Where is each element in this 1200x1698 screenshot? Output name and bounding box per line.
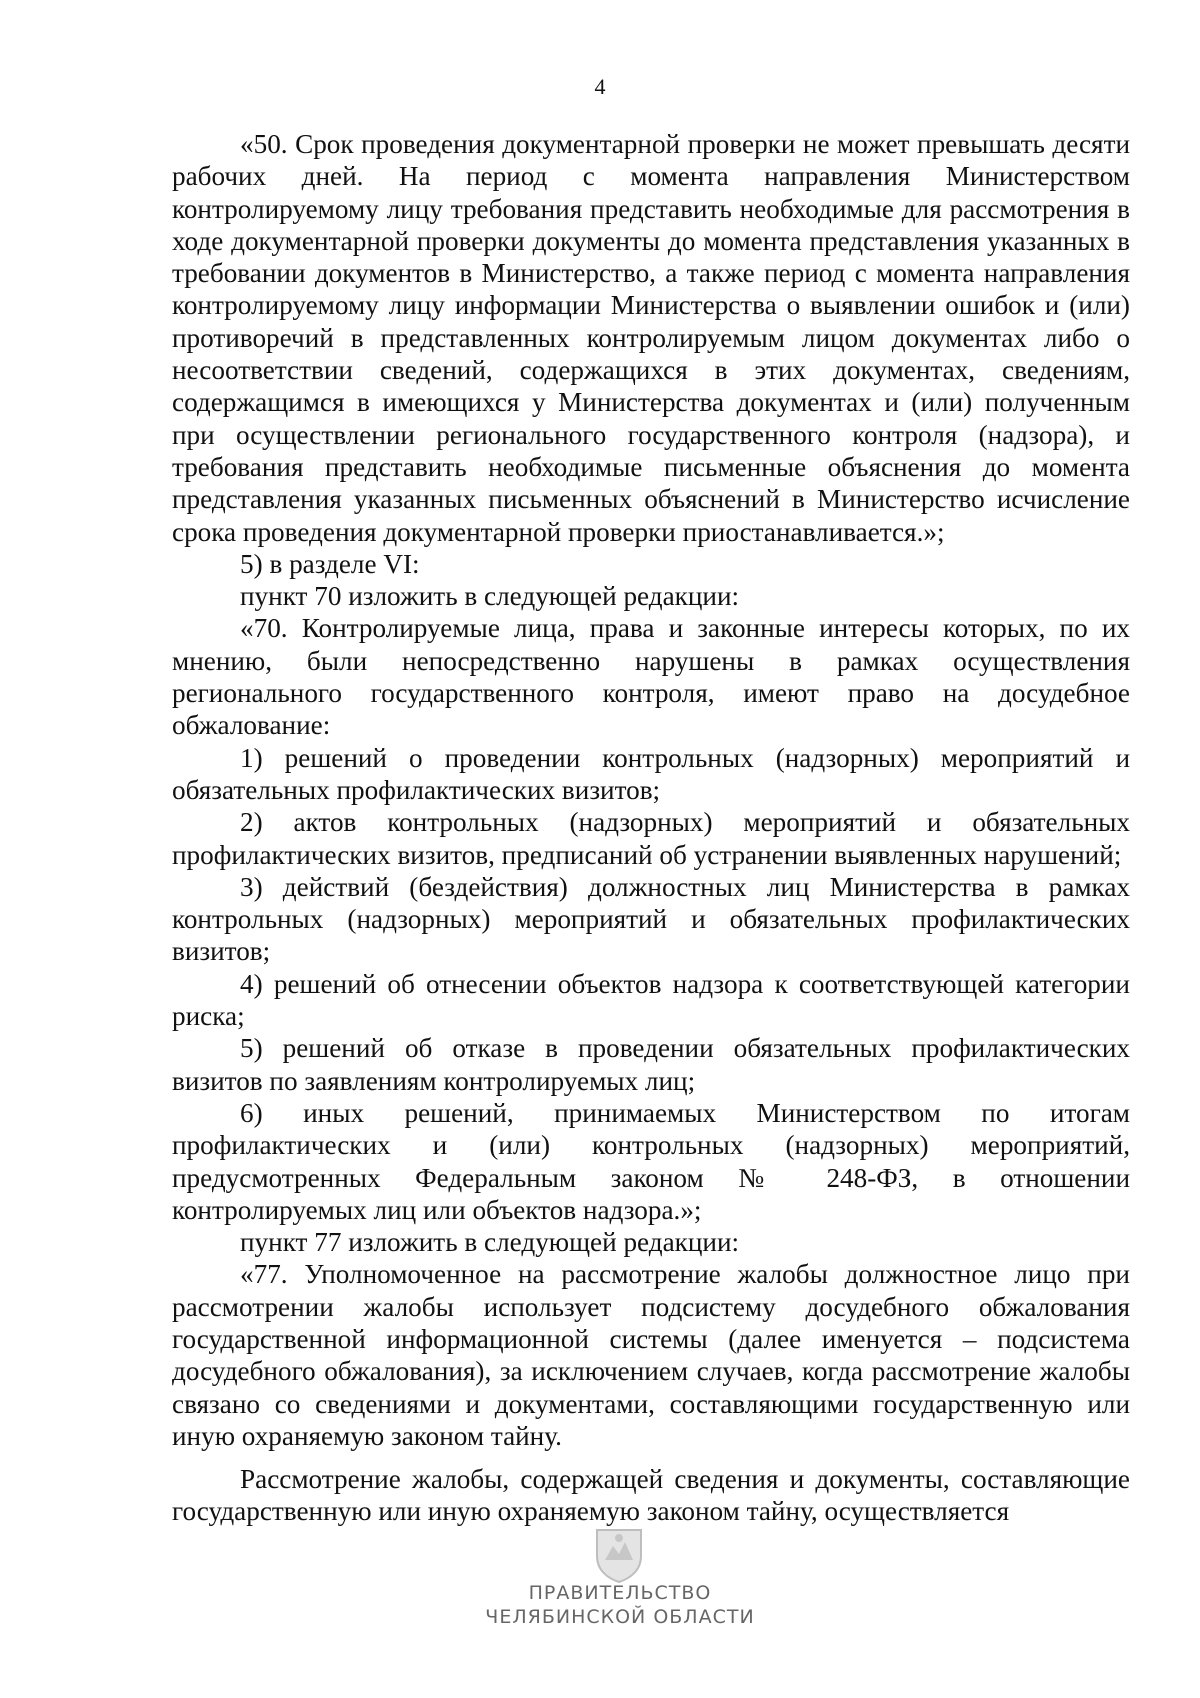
coat-of-arms-icon xyxy=(593,1526,645,1584)
paragraph-item-70: «70. Контролируемые лица, права и законные интересы которых, по их мнению, были непосредственно нарушены в рамках осуществления регионального государственного контроля, имеют право на досудебное обжалование: xyxy=(172,613,1130,741)
paragraph-section-vi: 5) в разделе VI: xyxy=(240,548,420,579)
list-item-6: 6) иных решений, принимаемых Министерством по итогам профилактических и (или) контрольных (надзорных) мероприятий, предусмотренных Федеральным законом № 248-ФЗ, в отношении контролируемых лиц или объектов надзора.»; xyxy=(172,1097,1130,1225)
list-item-3: 3) действий (бездействия) должностных лиц Министерства в рамках контрольных (надзорных) мероприятий и обязательных профилактических визитов; xyxy=(172,871,1130,967)
government-stamp xyxy=(470,1526,770,1666)
list-item-1: 1) решений о проведении контрольных (надзорных) мероприятий и обязательных профилактических визитов; xyxy=(172,742,1130,805)
document-body xyxy=(172,128,1130,1528)
list-item-4: 4) решений об отнесении объектов надзора к соответствующей категории риска; xyxy=(172,968,1130,1032)
page-number: 4 xyxy=(594,74,606,99)
stamp-line-region: ЧЕЛЯБИНСКОЙ ОБЛАСТИ xyxy=(485,1606,755,1628)
paragraph-item-50: «50. Срок проведения документарной проверки не может превышать десяти рабочих дней. На период с момента направления Министерством контролируемому лицу требования представить необходимые для рассмотрения в ходе документарной проверки документы до момента представления указанных в требовании документов в Министерство, а также период с момента направления контролируемому лицу информации Министерства о выявлении ошибок и (или) противоречий в представленных контролируемым лицом документах либо о несоответствии сведений, содержащихся в этих документах, сведениям, содержащимся в имеющихся у Министерства документах и (или) полученным при осуществлении регионального государственного контроля (надзора), и требования представить необходимые письменные объяснения до момента представления указанных письменных объяснений в Министерство исчисление срока проведения документарной проверки приостанавливается.»; xyxy=(172,129,1130,547)
paragraph-point-70-intro: пункт 70 изложить в следующей редакции: xyxy=(240,581,740,612)
list-item-2: 2) актов контрольных (надзорных) мероприятий и обязательных профилактических визитов, предписаний об устранении выявленных нарушений; xyxy=(172,807,1130,870)
paragraph-point-77-intro: пункт 77 изложить в следующей редакции: xyxy=(240,1227,740,1258)
list-item-5: 5) решений об отказе в проведении обязательных профилактических визитов по заявлениям контролируемых лиц; xyxy=(172,1033,1130,1096)
paragraph-complaint-secret: Рассмотрение жалобы, содержащей сведения и документы, составляющие государственную или иную охраняемую законом тайну, осуществляется xyxy=(172,1464,1130,1527)
stamp-line-government: ПРАВИТЕЛЬСТВО xyxy=(528,1582,712,1604)
paragraph-item-77: «77. Уполномоченное на рассмотрение жалобы должностное лицо при рассмотрении жалобы использует подсистему досудебного обжалования государственной информационной системы (далее именуется – подсистема досудебного обжалования), за исключением случаев, когда рассмотрение жалобы связано со сведениями и документами, составляющими государственную или иную охраняемую законом тайну. xyxy=(172,1259,1130,1451)
